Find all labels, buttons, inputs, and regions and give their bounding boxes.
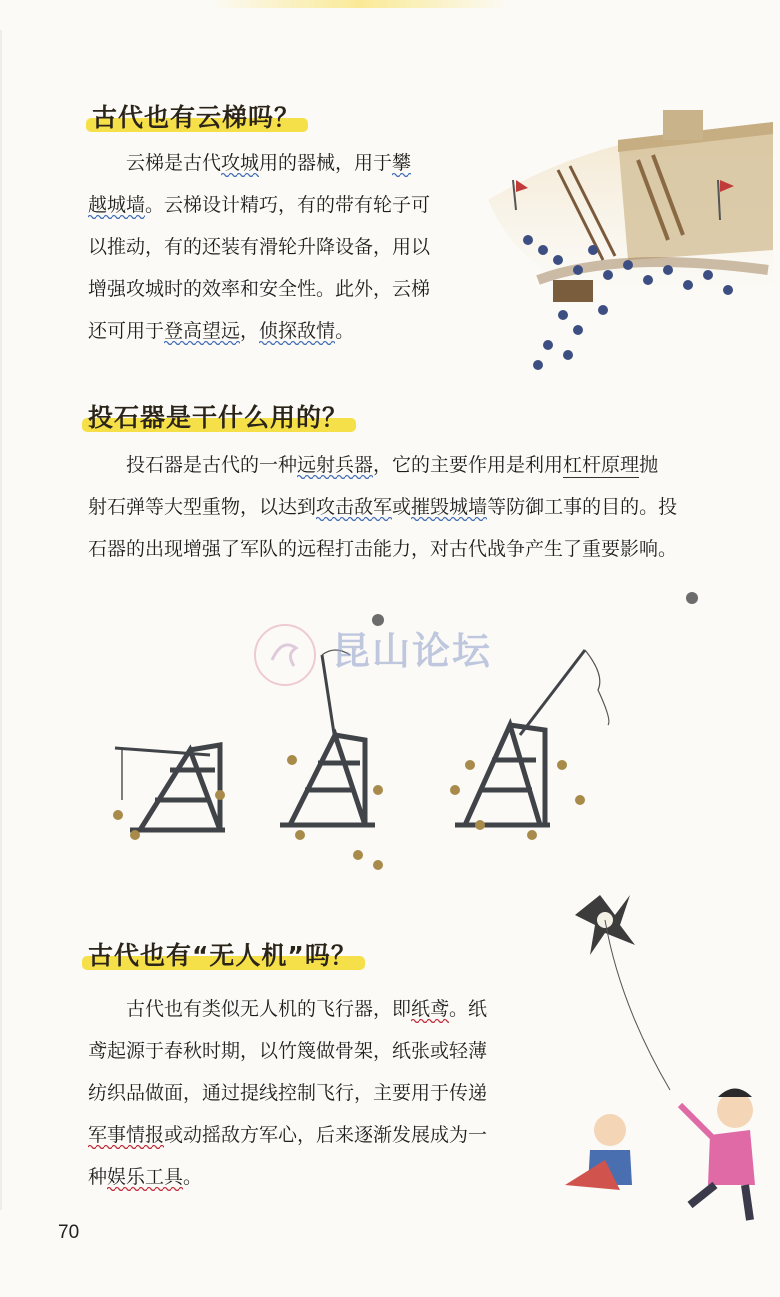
text-segment: 纺织品做面，通过提线控制飞行，主要用于传递 (88, 1082, 488, 1104)
text-segment: 。 (335, 320, 355, 342)
siege-battle-illustration (468, 100, 778, 385)
watermark (248, 610, 548, 700)
paragraph-line (88, 486, 768, 528)
text-segment: 还可用于 (88, 320, 165, 342)
paragraph-line (88, 1072, 548, 1114)
text-segment: 种 (88, 1166, 108, 1188)
text-segment: 等防御工事的目的。投 (487, 496, 678, 518)
paragraph-line (88, 184, 468, 226)
text-segment: 抛 (639, 454, 659, 476)
emphasized-text: 军事情报 (88, 1124, 164, 1149)
paragraph-cloud-ladder (88, 142, 468, 352)
text-segment: 石器的出现增强了军队的远程打击能力，对古代战争产生了重要影响。 (88, 538, 678, 560)
emphasized-text: 杠杆原理 (563, 454, 640, 476)
paragraph-line (88, 988, 548, 1030)
text-segment: 投石器是古代的一种 (126, 454, 298, 476)
emphasized-text: 攻城 (221, 152, 259, 177)
paragraph-trebuchet (88, 444, 768, 570)
emphasized-text: 侦探敌情 (259, 320, 335, 345)
page-edge (0, 30, 2, 1210)
page-number: 70 (58, 1222, 80, 1243)
paragraph-drone (88, 988, 548, 1198)
emphasized-text: 娱乐工具 (107, 1166, 183, 1191)
watermark-logo-icon (250, 620, 320, 690)
text-segment: ，它的主要作用是利用 (373, 454, 564, 476)
text-segment: 以推动，有的还装有滑轮升降设备，用以 (88, 236, 431, 258)
text-segment: 云梯是古代 (126, 152, 222, 174)
watermark-text: 昆山论坛 (332, 629, 493, 673)
text-segment: 射石弹等大型重物，以达到 (88, 496, 317, 518)
paragraph-line (88, 1114, 548, 1156)
text-segment: 鸢起源于春秋时期，以竹篾做骨架，纸张或轻薄 (88, 1040, 488, 1062)
emphasized-text: 攻击敌军 (316, 496, 392, 521)
text-segment: 或 (392, 496, 412, 518)
emphasized-text: 越城墙 (88, 194, 145, 219)
section-heading-cloud-ladder (92, 98, 300, 134)
emphasized-text: 纸鸢 (411, 998, 449, 1023)
emphasized-text: 登高望远 (164, 320, 240, 345)
section-heading-drone (88, 936, 357, 972)
paragraph-line (88, 226, 468, 268)
paragraph-line (88, 142, 468, 184)
paragraph-line (88, 1030, 548, 1072)
paragraph-line (88, 268, 468, 310)
emphasized-text: 攀 (392, 152, 411, 177)
paragraph-line (88, 310, 468, 352)
paragraph-line (88, 1156, 548, 1198)
kite-and-children-illustration (560, 885, 770, 1235)
text-segment: 。纸 (449, 998, 488, 1020)
text-segment: 。云梯设计精巧，有的带有轮子可 (145, 194, 431, 216)
emphasized-text: 远射兵器 (297, 454, 373, 479)
heading-text: 古代也有云梯吗？ (92, 103, 301, 132)
section-heading-trebuchet (88, 398, 348, 434)
heading-text: 古代也有“无人机”吗？ (88, 941, 357, 970)
top-color-strip (210, 0, 510, 8)
emphasized-text: 摧毁城墙 (411, 496, 487, 521)
text-segment: ， (240, 320, 260, 342)
text-segment: 或动摇敌方军心，后来逐渐发展成为一 (164, 1124, 488, 1146)
text-segment: 增强攻城时的效率和安全性。此外，云梯 (88, 278, 431, 300)
text-segment: 。 (183, 1166, 203, 1188)
paragraph-line (88, 528, 768, 570)
heading-text: 投石器是干什么用的？ (88, 403, 349, 432)
paragraph-line (88, 444, 768, 486)
text-segment: 古代也有类似无人机的飞行器，即 (126, 998, 412, 1020)
text-segment: 用的器械，用于 (259, 152, 393, 174)
